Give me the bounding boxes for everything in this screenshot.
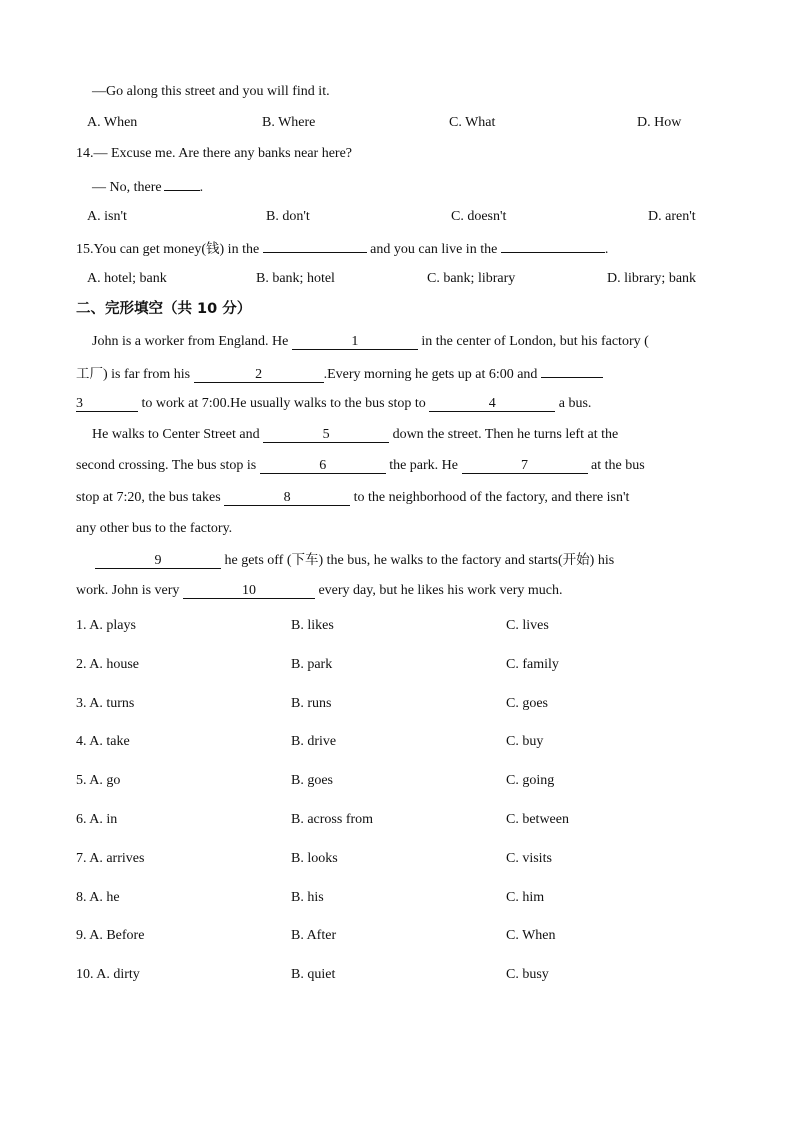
cloze-option-5-a[interactable]: 5. A. go — [76, 773, 121, 789]
passage-text: second crossing. The bus stop is — [76, 458, 257, 473]
cloze-option-9-a[interactable]: 9. A. Before — [76, 928, 145, 944]
q15-option-c: C. bank; library — [427, 271, 516, 286]
passage-line-3 — [76, 394, 591, 414]
cloze-blank-3[interactable]: 3 — [76, 397, 138, 412]
cloze-option-10-b[interactable]: B. quiet — [291, 967, 336, 983]
passage-line-8 — [95, 550, 614, 571]
passage-line-1 — [92, 332, 649, 352]
q14-question: 14.— Excuse me. Are there any banks near here? — [76, 146, 352, 161]
passage-text: ) his — [589, 553, 615, 568]
q15-part2: ) in the — [219, 242, 260, 257]
passage-text: work. John is very — [76, 583, 180, 598]
passage-line-6 — [76, 488, 629, 508]
cloze-option-5-b[interactable]: B. goes — [291, 773, 333, 789]
cloze-option-8-b[interactable]: B. his — [291, 889, 324, 905]
cloze-blank-5[interactable]: 5 — [263, 428, 389, 443]
q15-cn-money: 钱 — [206, 241, 220, 257]
cloze-option-9-b[interactable]: B. After — [291, 928, 337, 944]
passage-line-2 — [76, 363, 603, 385]
cloze-option-1-a[interactable]: 1. A. plays — [76, 618, 136, 633]
cloze-option-1-c[interactable]: C. lives — [506, 618, 549, 633]
cloze-blank-2[interactable]: 2 — [194, 368, 324, 383]
cloze-blank-4[interactable]: 4 — [429, 397, 555, 412]
q15-option-a: A. hotel; bank — [87, 271, 167, 286]
cloze-option-1-b[interactable]: B. likes — [291, 618, 334, 633]
cloze-option-7-a[interactable]: 7. A. arrives — [76, 850, 145, 866]
q14-option-c: C. doesn't — [451, 209, 507, 224]
passage-text: .Every morning he gets up at 6:00 and — [323, 367, 538, 382]
passage-text: down the street. Then he turns left at the — [392, 427, 619, 442]
passage-text: ) is far from his — [103, 367, 191, 382]
passage-text: to work at 7:00.He usually walks to the bus stop to — [141, 396, 426, 411]
q14-option-a: A. isn't — [87, 209, 127, 224]
passage-cn-start: 开始 — [562, 552, 590, 568]
passage-text: in the center of London, but his factory ( — [421, 334, 649, 349]
cloze-blank-9[interactable]: 9 — [95, 554, 221, 569]
q14-answer-suffix: . — [199, 180, 204, 195]
cloze-option-7-c[interactable]: C. visits — [506, 850, 552, 866]
cloze-option-3-b[interactable]: B. runs — [291, 695, 332, 711]
cloze-option-3-a[interactable]: 3. A. turns — [76, 695, 135, 711]
q14-option-b: B. don't — [266, 209, 310, 224]
q13-option-c: C. What — [449, 115, 496, 130]
passage-cn-factory: 工厂 — [76, 366, 103, 382]
cloze-option-9-c[interactable]: C. When — [506, 928, 556, 944]
passage-text: John is a worker from England. He — [92, 334, 289, 349]
cloze-option-4-c[interactable]: C. buy — [506, 734, 544, 750]
q15-blank-2[interactable] — [501, 238, 605, 253]
cloze-blank-7[interactable]: 7 — [462, 459, 588, 474]
passage-text: at the bus — [591, 458, 645, 473]
q13-option-a: A. When — [87, 115, 138, 130]
cloze-option-2-a[interactable]: 2. A. house — [76, 656, 139, 672]
q14-answer-prefix: — No, there — [92, 180, 162, 195]
q14-blank[interactable] — [164, 176, 200, 191]
passage-text: to the neighborhood of the factory, and there isn't — [353, 490, 630, 505]
passage-text: stop at 7:20, the bus takes — [76, 490, 221, 505]
cloze-option-7-b[interactable]: B. looks — [291, 850, 338, 866]
passage-text: He walks to Center Street and — [92, 427, 260, 442]
cloze-option-4-b[interactable]: B. drive — [291, 734, 337, 750]
passage-line-9 — [76, 581, 562, 601]
cloze-blank-8[interactable]: 8 — [224, 491, 350, 506]
passage-text: every day, but he likes his work very much. — [318, 583, 563, 598]
passage-line-4 — [92, 425, 618, 445]
q15-option-b: B. bank; hotel — [256, 271, 335, 286]
cloze-option-3-c[interactable]: C. goes — [506, 695, 548, 711]
q13-option-d: D. How — [637, 115, 682, 130]
cloze-option-6-a[interactable]: 6. A. in — [76, 812, 118, 827]
q15-option-d: D. library; bank — [607, 271, 697, 286]
cloze-option-5-c[interactable]: C. going — [506, 773, 555, 789]
cloze-option-6-b[interactable]: B. across from — [291, 812, 374, 827]
passage-text: a bus. — [558, 396, 592, 411]
cloze-option-6-c[interactable]: C. between — [506, 812, 569, 827]
passage-line-7: any other bus to the factory. — [76, 521, 233, 536]
cloze-option-10-c[interactable]: C. busy — [506, 967, 549, 983]
cloze-option-8-a[interactable]: 8. A. he — [76, 889, 120, 905]
cloze-option-10-a[interactable]: 10. A. dirty — [76, 967, 140, 983]
q14-answer-line — [92, 176, 203, 198]
cloze-option-2-b[interactable]: B. park — [291, 656, 333, 672]
q13-answer-line: —Go along this street and you will find it. — [92, 84, 330, 99]
q14-option-d: D. aren't — [648, 209, 696, 224]
q15-part3: and you can live in the — [370, 242, 498, 257]
q15-blank-1[interactable] — [263, 238, 367, 253]
passage-cn-get-off: 下车 — [291, 552, 319, 568]
cloze-blank-1[interactable]: 1 — [292, 335, 418, 350]
passage-text: the park. He — [389, 458, 458, 473]
q15-part1: 15.You can get money( — [76, 242, 207, 257]
cloze-option-4-a[interactable]: 4. A. take — [76, 734, 130, 750]
cloze-blank-3-start[interactable] — [541, 363, 603, 378]
cloze-option-8-c[interactable]: C. him — [506, 889, 545, 905]
passage-text: he gets off ( — [224, 553, 292, 568]
section-heading: 二、完形填空（共 10 分） — [76, 301, 252, 317]
cloze-blank-6[interactable]: 6 — [260, 459, 386, 474]
cloze-option-2-c[interactable]: C. family — [506, 656, 559, 672]
cloze-blank-10[interactable]: 10 — [183, 584, 315, 599]
q15-part4: . — [604, 242, 609, 257]
q13-option-b: B. Where — [262, 115, 316, 130]
q15-question — [76, 238, 608, 260]
passage-line-5 — [76, 456, 645, 476]
passage-text: ) the bus, he walks to the factory and starts( — [318, 553, 563, 568]
